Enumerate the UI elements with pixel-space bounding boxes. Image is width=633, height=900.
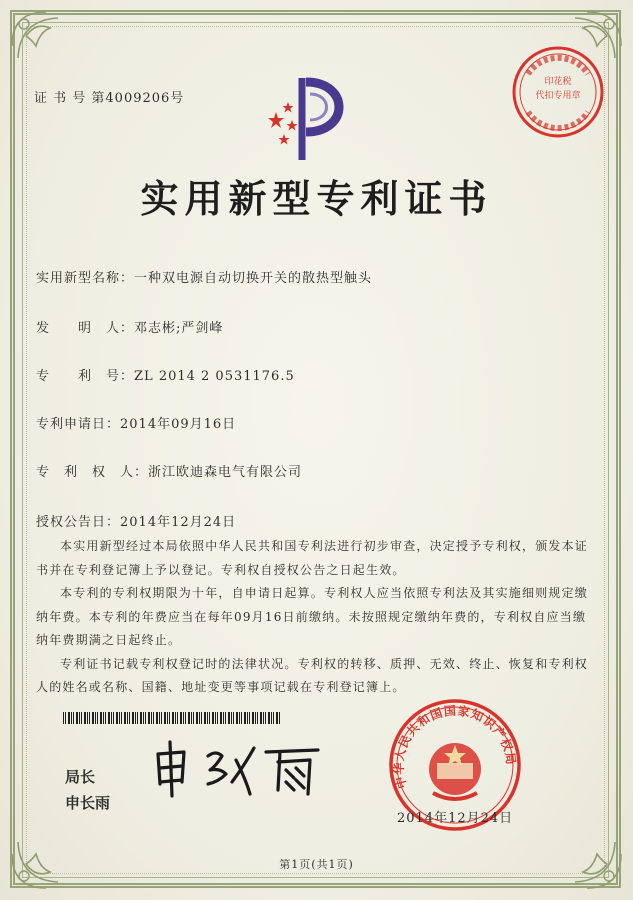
page-number: 第1页(共1页) xyxy=(279,858,354,871)
name-value: 一种双电源自动切换开关的散热型触头 xyxy=(134,271,373,286)
patentee-value: 浙江欧迪森电气有限公司 xyxy=(148,465,303,480)
patentee-row xyxy=(36,461,302,480)
patentee-label: 专 利 权 人： xyxy=(36,465,149,480)
name-label: 实用新型名称： xyxy=(36,271,135,286)
certificate-number: 证 书 号 第4009206号 xyxy=(34,91,185,106)
body-paragraph: 本专利的专利权期限为十年，自申请日起算。专利权人应当依照专利法及其实施细则规定缴纳年费。本专利的年费应当在每年09月16日前缴纳。未按照规定缴纳年费的，专利权自应当缴纳年费期满之日起终止。 xyxy=(36,586,589,647)
certificate-body xyxy=(36,535,596,700)
director-name: 申长雨 xyxy=(65,794,111,812)
filing-date-value: 2014年09月16日 xyxy=(120,417,237,432)
grant-date-label: 授权公告日： xyxy=(36,515,121,530)
utility-model-name-row xyxy=(36,267,372,286)
barcode xyxy=(63,712,281,724)
inventor-row xyxy=(36,317,223,336)
patent-number-label: 专 利 号： xyxy=(36,369,135,384)
patent-number-value: ZL 2014 2 0531176.5 xyxy=(134,369,295,384)
stamp-date: 2014年12月24日 xyxy=(397,811,514,826)
grant-date-row xyxy=(36,511,236,530)
corner-ornament-icon xyxy=(6,6,76,76)
tax-seal-stamp xyxy=(510,44,606,140)
inventor-value: 邓志彬;严剑峰 xyxy=(134,321,224,336)
director-title: 局长 xyxy=(65,768,96,786)
inventor-label: 发 明 人： xyxy=(36,321,135,336)
seal-text: 中华人民共和国国家知识产权局 xyxy=(391,703,519,791)
grant-date-value: 2014年12月24日 xyxy=(120,515,237,530)
body-paragraph: 专利证书记载专利权登记时的法律状况。专利权的转移、质押、无效、终止、恢复和专利权人的姓名或名称、国籍、地址变更等事项记载在专利登记簿上。 xyxy=(36,656,589,694)
director-signature xyxy=(150,738,330,800)
svg-text:代扣专用章: 代扣专用章 xyxy=(535,91,581,101)
document-title: 实用新型专利证书 xyxy=(140,176,493,221)
filing-date-row xyxy=(36,413,236,432)
patent-number-row xyxy=(36,365,295,384)
filing-date-label: 专利申请日： xyxy=(36,417,121,432)
svg-text:印花税: 印花税 xyxy=(544,77,572,87)
patent-office-logo-icon xyxy=(258,72,358,164)
body-paragraph: 本实用新型经过本局依照中华人民共和国专利法进行初步审查，决定授予专利权，颁发本证书并在专利登记簿上予以登记。专利权自授权公告之日起生效。 xyxy=(36,539,589,577)
